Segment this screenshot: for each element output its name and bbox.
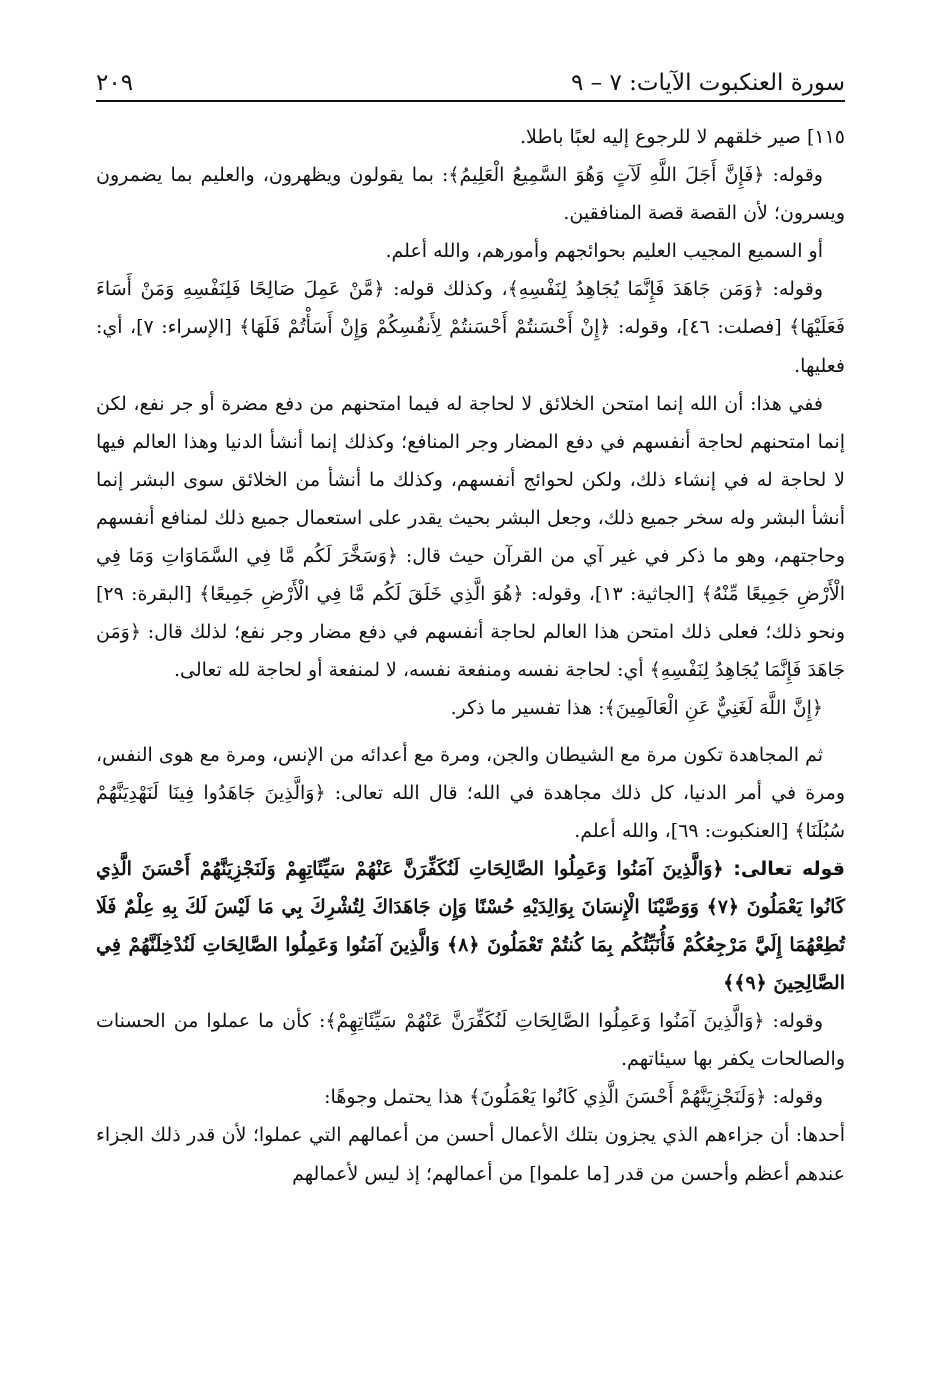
paragraph-5: ففي هذا: أن الله إنما امتحن الخلائق لا لحاجة له فيما امتحنهم من دفع مضرة أو جر نفع، لكن إنما امتحنهم لحاجة أنفسهم في دفع المضار وجر المنافع؛ وكذلك إنما أنشأ الدنيا وهذا العالم فيها لا لحاجة له في إنشاء ذلك، ولكن لحوائج أنفسهم، وكذلك ما أنشأ من الخلائق سوى البشر إنما أنشأ البشر وله سخر جميع ذلك، وجعل البشر بحيث يقدر على استعمال جميع ذلك لمنافع أنفسهم وحاجتهم، وهو ما ذكر في غير آي من القرآن حيث قال: ﴿وَسَخَّرَ لَكُم مَّا فِي السَّمَاوَاتِ وَمَا فِي الْأَرْضِ جَمِيعًا مِّنْهُ﴾ [الجاثية: ١٣]، وقوله: ﴿هُوَ الَّذِي خَلَقَ لَكُم مَّا فِي الْأَرْضِ جَمِيعًا﴾ [البقرة: ٢٩] ونحو ذلك؛ فعلى ذلك امتحن هذا العالم لحاجة أنفسهم في دفع مضار وجر نفع؛ لذلك قال: ﴿وَمَن جَاهَدَ فَإِنَّمَا يُجَاهِدُ لِنَفْسِهِ﴾ أي: لحاجة نفسه ومنفعة نفسه، لا لمنفعة أو لحاجة لله تعالى. [96, 392, 845, 682]
paragraph-1: ١١٥] صير خلقهم لا للرجوع إليه لعبًا باطلا. [519, 126, 845, 148]
page-number: ٢٠٩ [96, 70, 134, 96]
header-rule [96, 100, 845, 102]
paragraph-9: وقوله: ﴿وَلَنَجْزِيَنَّهُمْ أَحْسَنَ الَّذِي كَانُوا يَعْمَلُونَ﴾ هذا يحتمل وجوهًا: [324, 1086, 823, 1109]
paragraph-3: أو السميع المجيب العليم بحوائجهم وأمورهم، والله أعلم. [385, 240, 823, 263]
paragraph-2: وقوله: ﴿فَإِنَّ أَجَلَ اللَّهِ لَآتٍ وَهُوَ السَّمِيعُ الْعَلِيمُ﴾: بما يقولون ويظهرون، والعليم بما يضمرون ويسرون؛ لأن القصة قصة المنافقين. [96, 164, 845, 225]
paragraph-8: وقوله: ﴿وَالَّذِينَ آمَنُوا وَعَمِلُوا الصَّالِحَاتِ لَنُكَفِّرَنَّ عَنْهُمْ سَيِّئَاتِهِمْ﴾: كأن ما عملوا من الحسنات والصالحات يكفر بها سيئاتهم. [96, 1010, 845, 1071]
verse-text: ﴿وَالَّذِينَ آمَنُوا وَعَمِلُوا الصَّالِحَاتِ لَنُكَفِّرَنَّ عَنْهُمْ سَيِّئَاتِهِمْ وَلَنَجْزِيَنَّهُمْ أَحْسَنَ الَّذِي كَانُوا يَعْمَلُونَ ﴿٧﴾ وَوَصَّيْنَا الْإِنسَانَ بِوَالِدَيْهِ حُسْنًا وَإِن جَاهَدَاكَ لِتُشْرِكَ بِي مَا لَيْسَ لَكَ بِهِ عِلْمٌ فَلَا تُطِعْهُمَا إِلَيَّ مَرْجِعُكُمْ فَأُنَبِّئُكُم بِمَا كُنتُمْ تَعْمَلُونَ ﴿٨﴾ وَالَّذِينَ آمَنُوا وَعَمِلُوا الصَّالِحَاتِ لَنُدْخِلَنَّهُمْ فِي الصَّالِحِينَ ﴿٩﴾﴾ [96, 857, 845, 995]
paragraph-4: وقوله: ﴿وَمَن جَاهَدَ فَإِنَّمَا يُجَاهِدُ لِنَفْسِهِ﴾، وكذلك قوله: ﴿مَّنْ عَمِلَ صَالِحًا فَلِنَفْسِهِ وَمَنْ أَسَاءَ فَعَلَيْهَا﴾ [فصلت: ٤٦]، وقوله: ﴿إِنْ أَحْسَنتُمْ أَحْسَنتُمْ لِأَنفُسِكُمْ وَإِنْ أَسَأْتُمْ فَلَهَا﴾ [الإسراء: ٧]، أي: فعليها. [96, 278, 845, 377]
page-header [96, 54, 845, 98]
paragraph-10: أحدها: أن جزاءهم الذي يجزون بتلك الأعمال أحسن من أعمالهم التي عملوا؛ لأن قدر ذلك الجزاء عندهم أعظم وأحسن من قدر [ما علموا] من أعمالهم؛ إذ ليس لأعمالهم [96, 1124, 845, 1185]
body-text [96, 118, 845, 1193]
verse-lead: قوله تعالى: [733, 857, 845, 880]
running-title: سورة العنكبوت الآيات: ٧ – ٩ [570, 70, 845, 96]
paragraph-7: ثم المجاهدة تكون مرة مع الشيطان والجن، ومرة مع أعدائه من الإنس، ومرة مع هوى النفس، ومرة في أمر الدنيا، كل ذلك مجاهدة في الله؛ قال الله تعالى: ﴿وَالَّذِينَ جَاهَدُوا فِينَا لَنَهْدِيَنَّهُمْ سُبُلَنَا﴾ [العنكبوت: ٦٩]، والله أعلم. [96, 743, 845, 842]
paragraph-6: ﴿إِنَّ اللَّهَ لَغَنِيٌّ عَنِ الْعَالَمِينَ﴾: هذا تفسير ما ذكر. [450, 697, 823, 720]
verse-block [96, 850, 845, 1002]
